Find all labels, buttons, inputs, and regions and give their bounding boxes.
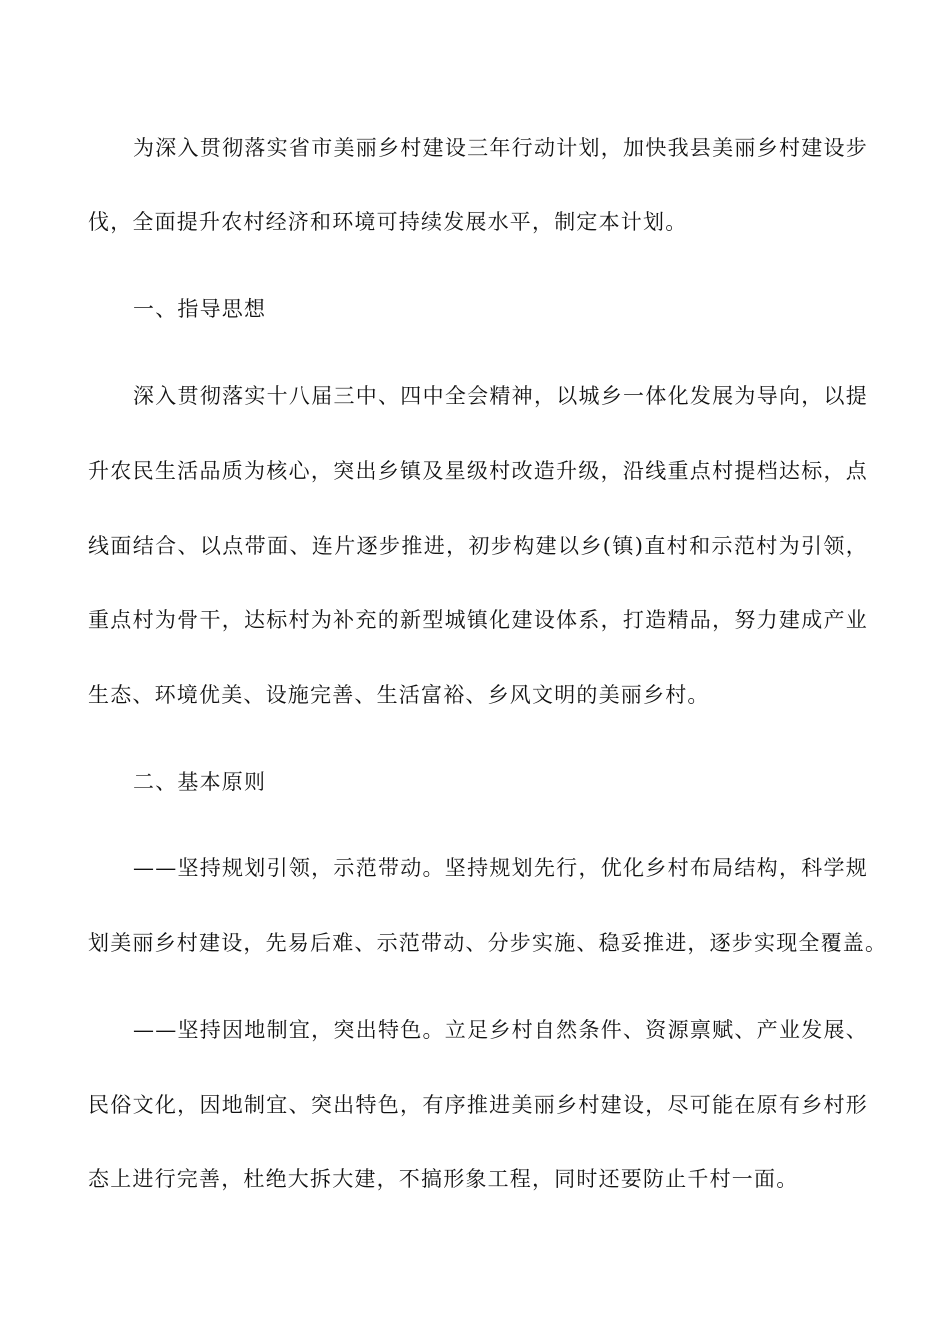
paragraph-intro-line-2: 伐，全面提升农村经济和环境可持续发展水平，制定本计划。 <box>88 210 688 234</box>
paragraph-guiding-line-4: 重点村为骨干，达标村为补充的新型城镇化建设体系，打造精品，努力建成产业 <box>88 608 868 632</box>
heading-guiding-ideology: 一、指导思想 <box>133 297 267 321</box>
heading-basic-principles: 二、基本原则 <box>133 770 267 794</box>
paragraph-principle-1-line-1: ——坚持规划引领，示范带动。坚持规划先行，优化乡村布局结构，科学规 <box>133 856 868 880</box>
paragraph-principle-1-line-2: 划美丽乡村建设，先易后难、示范带动、分步实施、稳妥推进，逐步实现全覆盖。 <box>88 931 888 955</box>
paragraph-guiding-line-1: 深入贯彻落实十八届三中、四中全会精神，以城乡一体化发展为导向，以提 <box>133 384 868 408</box>
paragraph-guiding-line-2: 升农民生活品质为核心，突出乡镇及星级村改造升级，沿线重点村提档达标，点 <box>88 459 868 483</box>
paragraph-principle-2-line-3: 态上进行完善，杜绝大拆大建，不搞形象工程，同时还要防止千村一面。 <box>88 1167 799 1191</box>
paragraph-intro-line-1: 为深入贯彻落实省市美丽乡村建设三年行动计划，加快我县美丽乡村建设步 <box>133 136 868 160</box>
paragraph-principle-2-line-1: ——坚持因地制宜，突出特色。立足乡村自然条件、资源禀赋、产业发展、 <box>133 1018 868 1042</box>
paragraph-guiding-line-5: 生态、环境优美、设施完善、生活富裕、乡风文明的美丽乡村。 <box>88 683 710 707</box>
paragraph-principle-2-line-2: 民俗文化，因地制宜、突出特色，有序推进美丽乡村建设，尽可能在原有乡村形 <box>88 1093 868 1117</box>
paragraph-guiding-line-3: 线面结合、以点带面、连片逐步推进，初步构建以乡(镇)直村和示范村为引领， <box>88 534 868 558</box>
